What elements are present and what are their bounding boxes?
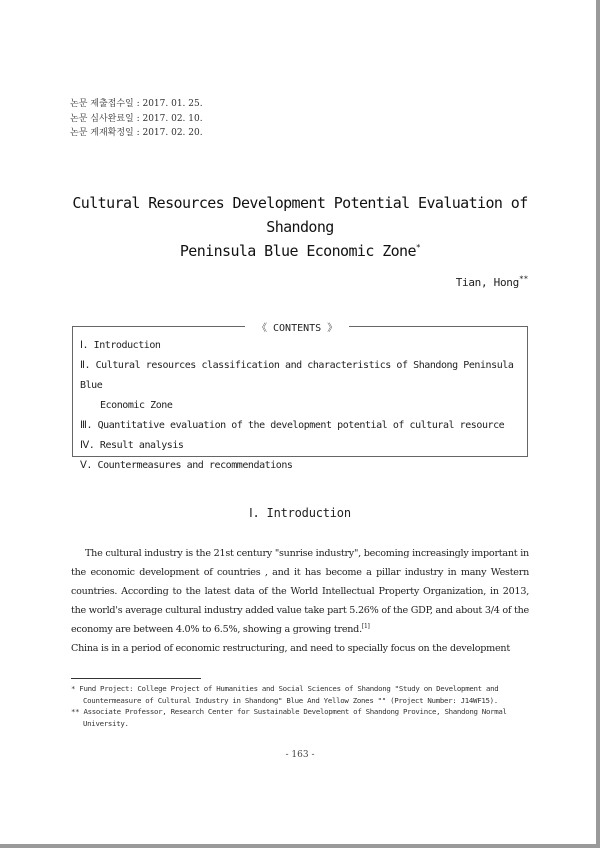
footnote-rule: [71, 678, 201, 679]
date-received: 논문 제출접수일 : 2017. 01. 25.: [70, 99, 203, 109]
toc-item-result-analysis[interactable]: Ⅳ. Result analysis: [80, 440, 184, 451]
contents-label: 《 CONTENTS 》: [245, 319, 349, 334]
body-text: [71, 544, 529, 658]
toc-item-classification[interactable]: Ⅱ. Cultural resources classification and characteristics of Shandong Peninsula Blue: [80, 360, 514, 391]
title-footnote-marker[interactable]: *: [415, 243, 421, 252]
title-line-1: Cultural Resources Development Potential Evaluation of Shandong: [72, 194, 528, 236]
footnote-fund: * Fund Project: College Project of Humanities and Social Sciences of Shandong "Study on Development and Countermeasure of Cultural Industry in Shandong" Blue And Yellow Zones "" (Project Number: J14WF15).: [71, 684, 499, 705]
toc-item-evaluation[interactable]: Ⅲ. Quantitative evaluation of the development potential of cultural resource: [80, 420, 505, 431]
author-footnote-marker[interactable]: **: [518, 274, 528, 284]
date-reviewed: 논문 심사완료일 : 2017. 02. 10.: [70, 113, 203, 124]
toc-item-introduction[interactable]: Ⅰ. Introduction: [80, 340, 161, 351]
table-of-contents: [80, 336, 526, 476]
toc-item-countermeasures[interactable]: Ⅴ. Countermeasures and recommendations: [80, 460, 293, 471]
body-paragraph-tail: China is in a period of economic restructuring, and need to specially focus on the development: [71, 643, 510, 654]
title-line-2-text: Peninsula Blue Economic Zone: [179, 242, 416, 260]
paper-title: [40, 191, 560, 263]
toc-item-classification-cont[interactable]: Economic Zone: [100, 400, 173, 411]
section-heading: Ⅰ. Introduction: [249, 506, 351, 520]
title-line-2: [40, 239, 560, 263]
footnote-author: ** Associate Professor, Research Center for Sustainable Development of Shandong Province, Shandong Normal University.: [71, 707, 507, 728]
body-paragraph-text: The cultural industry is the 21st century "sunrise industry", becoming increasingly important in the economic development of countries , and it has become a pillar industry in many Western countries. According to the latest data of the World Intellectual Property Organization, in 2013, the world's average cultural industry added value take part 5.26% of the GDP, and about 3/4 of the economy are between 4.0% to 6.5%, showing a growing trend.: [71, 548, 529, 635]
citation-link[interactable]: [1]: [361, 622, 370, 630]
date-accepted: 논문 게재확정일 : 2017. 02. 20.: [70, 128, 203, 138]
submission-dates: [70, 97, 203, 141]
author: [456, 276, 528, 289]
page-number: - 163 -: [285, 750, 315, 760]
body-paragraph: [71, 544, 529, 658]
author-name: Tian, Hong: [455, 276, 519, 289]
footnotes: [71, 683, 529, 729]
